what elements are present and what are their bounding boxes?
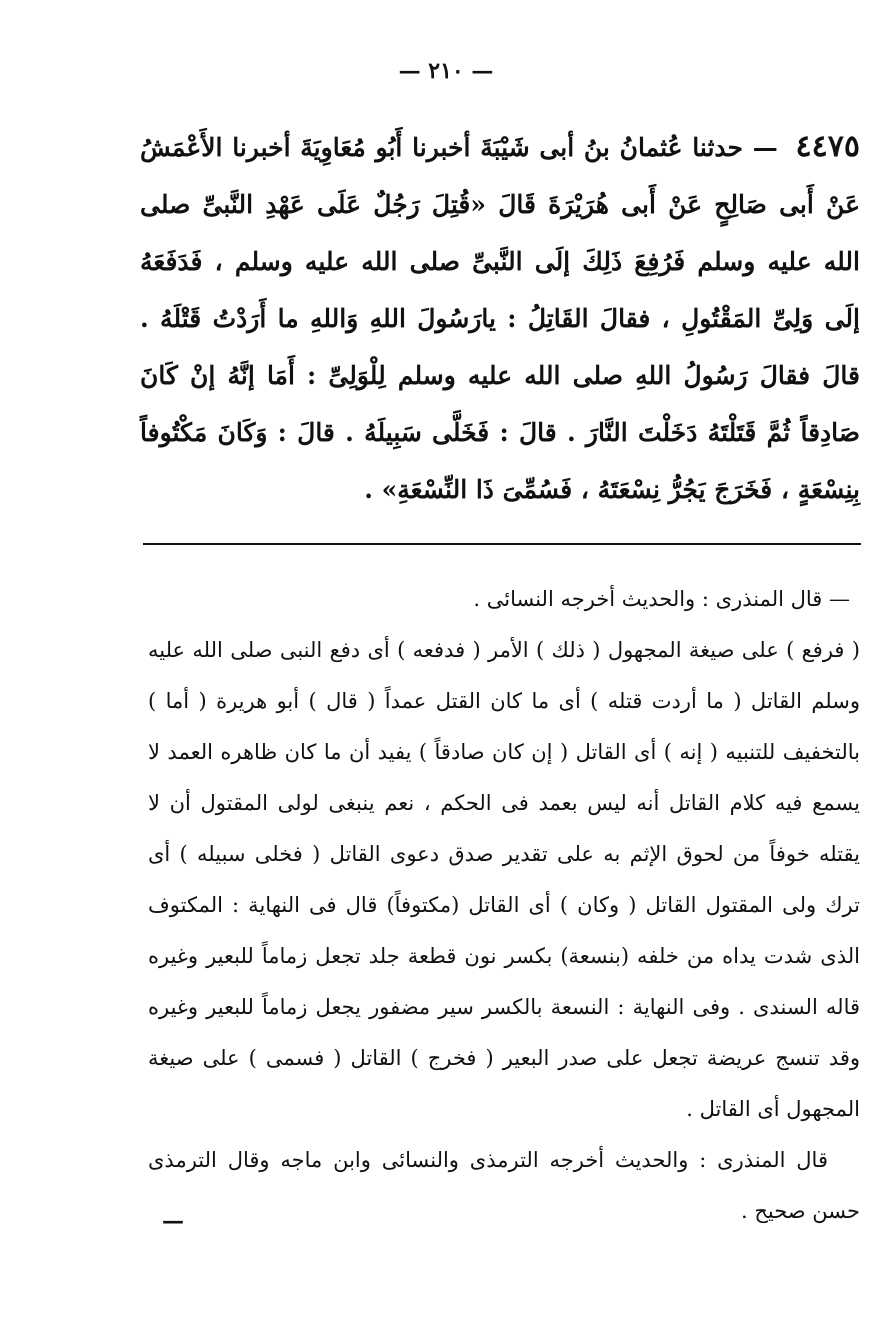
footnote-separator-rule bbox=[143, 543, 861, 545]
commentary-body: ( فرفع ) على صيغة المجهول ( ذلك ) الأمر ( فدفعه ) أى دفع النبى صلى الله عليه وسلم القاتل ( ما أردت قتله ) أى ما كان القتل عمداً ( قال ) أبو هريرة ( أما ) بالتخفيف للتنبيه ( إنه ) أى القاتل ( إن كان صادقاً ) يفيد أن ما كان ظاهره العمد لا يسمع فيه كلام القاتل أنه ليس بعمد فى الحكم ، نعم ينبغى لولى المقتول أن لا يقتله خوفاً من لحوق الإثم به على تقدير صدق دعوى القاتل ( فخلى سبيله ) أى ترك ولى المقتول القاتل ( وكان ) أى القاتل (مكتوفاً) قال فى النهاية : المكتوف الذى شدت يداه من خلفه (بنسعة) بكسر نون قطعة جلد تجعل زماماً للبعير وغيره قاله السندى . وفى النهاية : النسعة بالكسر سير مضفور يجعل زماماً للبعير وغيره وقد تنسج عريضة تجعل على صدر البعير ( فخرج ) القاتل ( فسمى ) على صيغة المجهول أى القاتل . bbox=[148, 638, 860, 1121]
end-mark: — bbox=[162, 1208, 184, 1234]
commentary-block bbox=[148, 574, 860, 1237]
hadith-text-block bbox=[140, 118, 860, 518]
hadith-text: — حدثنا عُثمانُ بنُ أبى شَيْبَةَ أخبرنا أَبُو مُعَاوِيَةَ أخبرنا الأَعْمَشُ عَنْ أَبى صَالِحٍ عَنْ أَبى هُرَيْرَةَ قَالَ «قُتِلَ رَجُلٌ عَلَى عَهْدِ النَّبىِّ صلى الله عليه وسلم فَرُفِعَ ذَلِكَ إلَى النَّبىِّ صلى الله عليه وسلم ، فَدَفَعَهُ إلَى وَلِىِّ المَقْتُولِ ، فقالَ القَاتِلُ : يارَسُولَ اللهِ وَاللهِ ما أَرَدْتُ قَتْلَهُ . قالَ فقالَ رَسُولُ اللهِ صلى الله عليه وسلم لِلْوَلِىِّ : أَمَا إنَّهُ إنْ كَانَ صَادِقاً ثُمَّ قَتَلْتَهُ دَخَلْتَ النَّارَ . قالَ : فَخَلَّى سَبِيلَهُ . قالَ : وَكَانَ مَكْتُوفاً بِنِسْعَةٍ ، فَخَرَجَ يَجُرُّ نِسْعَتَهُ ، فَسُمِّىَ ذَا النِّسْعَةِ» . bbox=[140, 133, 860, 504]
page-number: — ٢١٠ — bbox=[398, 58, 494, 84]
hadith-number: ٤٤٧٥ bbox=[795, 129, 860, 164]
commentary-intro: — قال المنذرى : والحديث أخرجه النسائى . bbox=[473, 587, 850, 611]
commentary-closing: قال المنذرى : والحديث أخرجه الترمذى والنسائى وابن ماجه وقال الترمذى حسن صحيح . bbox=[148, 1148, 860, 1223]
